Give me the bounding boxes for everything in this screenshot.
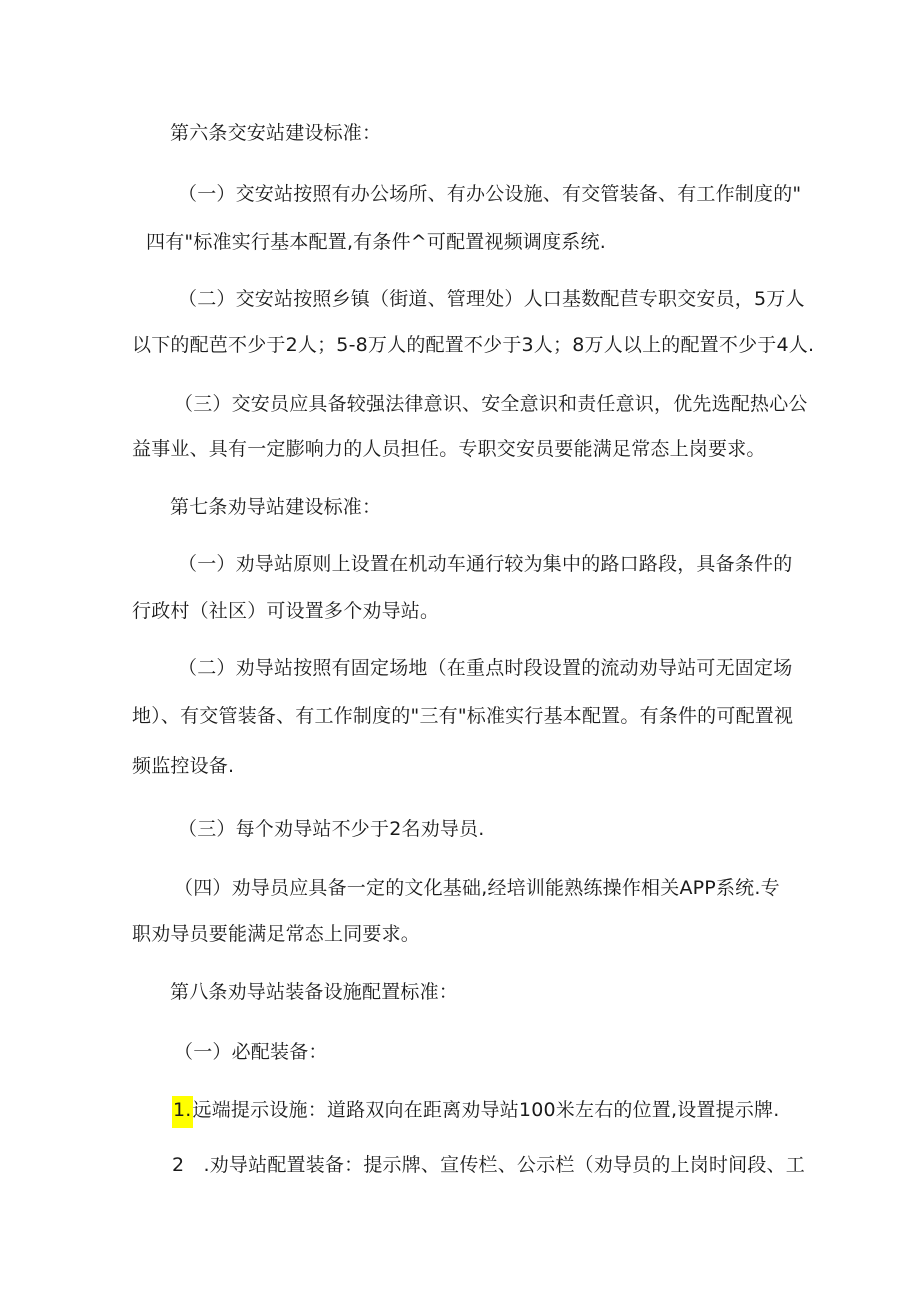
list-item-text: 远端提示设施：道路双向在距离劝导站100米左右的位置,设置提示牌. [192,1099,780,1121]
paragraph-line: （三）每个劝导站不少于2名劝导员. [178,818,485,840]
paragraph-line: 四有"标准实行基本配置,有条件^可配置视频调度系统. [146,231,606,253]
paragraph-line: （三）交安员应具备较强法律意识、安全意识和责任意识，优先选配热心公 [174,393,808,415]
article-6-heading: 第六条交安站建设标准： [170,122,382,144]
paragraph-line: （一）必配装备： [174,1041,328,1063]
paragraph-line: （四）劝导员应具备一定的文化基础,经培训能熟练操作相关APP系统.专 [174,877,780,899]
paragraph-line: 以下的配芭不少于2人；5-8万人的配置不少于3人；8万人以上的配置不少于4人. [132,334,815,356]
article-7-heading: 第七条劝导站建设标准： [170,496,382,518]
list-item-2: 2 .劝导站配置装备：提示牌、宣传栏、公示栏（劝导员的上岗时间段、工 [172,1154,805,1176]
paragraph-line: 职劝导员要能满足常态上同要求。 [132,923,421,945]
paragraph-line: （一）交安站按照有办公场所、有办公设施、有交管装备、有工作制度的" [178,183,802,205]
paragraph-line: 地）、有交管装备、有工作制度的"三有"标准实行基本配置。有条件的可配置视 [132,705,794,727]
list-item-1 [172,1096,779,1128]
paragraph-line: （二）交安站按照乡镇（街道、管理处）人口基数配苣专职交安员，5万人 [178,288,805,310]
paragraph-line: （一）劝导站原则上设置在机动车通行较为集中的路口路段，具备条件的 [178,553,793,575]
paragraph-line: （二）劝导站按照有固定场地（在重点时段设置的流动劝导站可无固定场 [178,657,793,679]
highlighted-number: 1. [172,1096,193,1128]
article-8-heading: 第八条劝导站装备设施配置标准： [170,981,459,1003]
paragraph-line: 频监控设备. [132,755,235,777]
paragraph-line: 益事业、具有一定膨响力的人员担任。专职交安员要能满足常态上岗要求。 [132,438,766,460]
paragraph-line: 行政村（社区）可设置多个劝导站。 [132,600,440,622]
